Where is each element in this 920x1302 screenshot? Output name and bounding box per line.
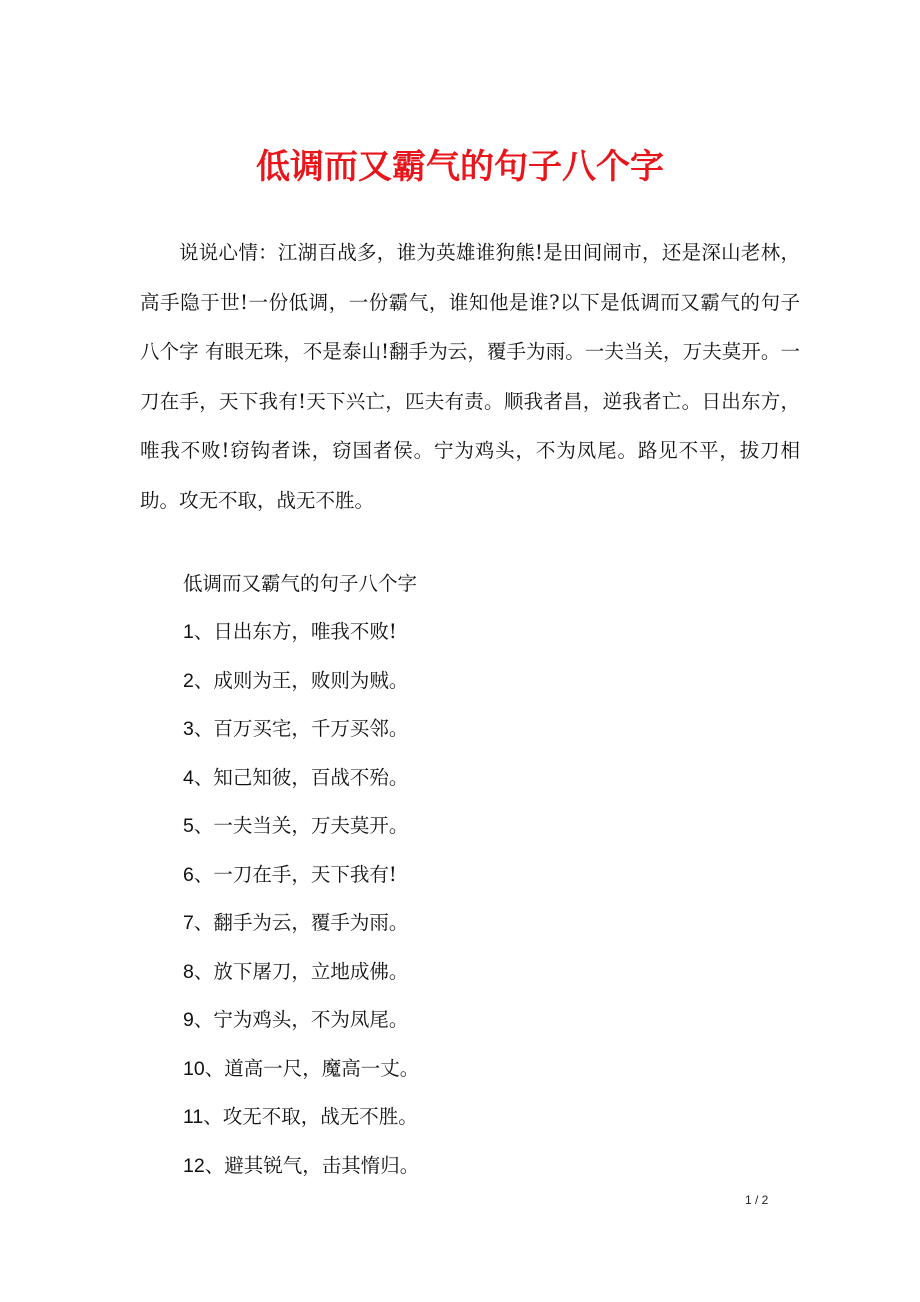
list-heading: 低调而又霸气的句子八个字	[183, 572, 418, 595]
item-number: 5	[183, 815, 194, 837]
intro-paragraph: 说说心情：江湖百战多，谁为英雄谁狗熊!是田间闹市，还是深山老林，高手隐于世!一份低调，一份霸气，谁知他是谁?以下是低调而又霸气的句子八个字 有眼无珠，不是泰山!翻手为云，覆手为雨。一夫当关，万夫莫开。一刀在手，天下我有!天下兴亡，匹夫有责。顺我者昌，逆我者亡。日出东方，唯我不败!窃钩者诛，窃国者侯。宁为鸡头，不为凤尾。路见不平，拔刀相助。攻无不取，战无不胜。	[140, 241, 800, 512]
item-number: 9	[183, 1009, 194, 1031]
quote-list	[183, 608, 419, 1190]
list-item	[183, 802, 419, 851]
list-item	[183, 608, 419, 657]
list-item	[183, 948, 419, 997]
list-item	[183, 996, 419, 1045]
item-text: 、攻无不取，战无不胜。	[203, 1105, 418, 1128]
list-item	[183, 851, 419, 900]
item-number: 12	[183, 1154, 205, 1177]
item-number: 7	[183, 912, 194, 934]
item-text: 、日出东方，唯我不败!	[193, 620, 397, 643]
item-text: 、一刀在手，天下我有!	[193, 862, 397, 886]
item-text: 、成则为王，败则为贼。	[193, 668, 409, 692]
item-text: 、避其锐气，击其惰归。	[204, 1153, 420, 1177]
item-number: 3	[183, 718, 194, 740]
item-text: 、翻手为云，覆手为雨。	[193, 911, 409, 934]
item-number: 8	[183, 960, 194, 983]
list-item	[183, 1142, 419, 1191]
item-text: 、放下屠刀，立地成佛。	[193, 959, 409, 983]
item-text: 、道高一尺，魔高一丈。	[204, 1056, 420, 1080]
document-title: 低调而又霸气的句子八个字	[256, 147, 664, 187]
item-number: 10	[183, 1057, 205, 1080]
list-item	[183, 1045, 419, 1094]
item-text: 、一夫当关，万夫莫开。	[193, 814, 409, 837]
item-number: 2	[183, 669, 194, 692]
item-text: 、百万买宅，千万买邻。	[193, 717, 409, 740]
page-number: 1 / 2	[745, 1193, 769, 1207]
list-item	[183, 1093, 419, 1142]
item-text: 、宁为鸡头，不为凤尾。	[193, 1008, 409, 1031]
item-number: 1	[183, 621, 194, 643]
list-item	[183, 657, 419, 706]
list-item	[183, 754, 419, 803]
item-number: 11	[183, 1106, 204, 1128]
list-item	[183, 899, 419, 948]
list-item	[183, 705, 419, 754]
item-number: 6	[183, 863, 194, 886]
item-text: 、知己知彼，百战不殆。	[193, 765, 409, 789]
item-number: 4	[183, 766, 194, 789]
